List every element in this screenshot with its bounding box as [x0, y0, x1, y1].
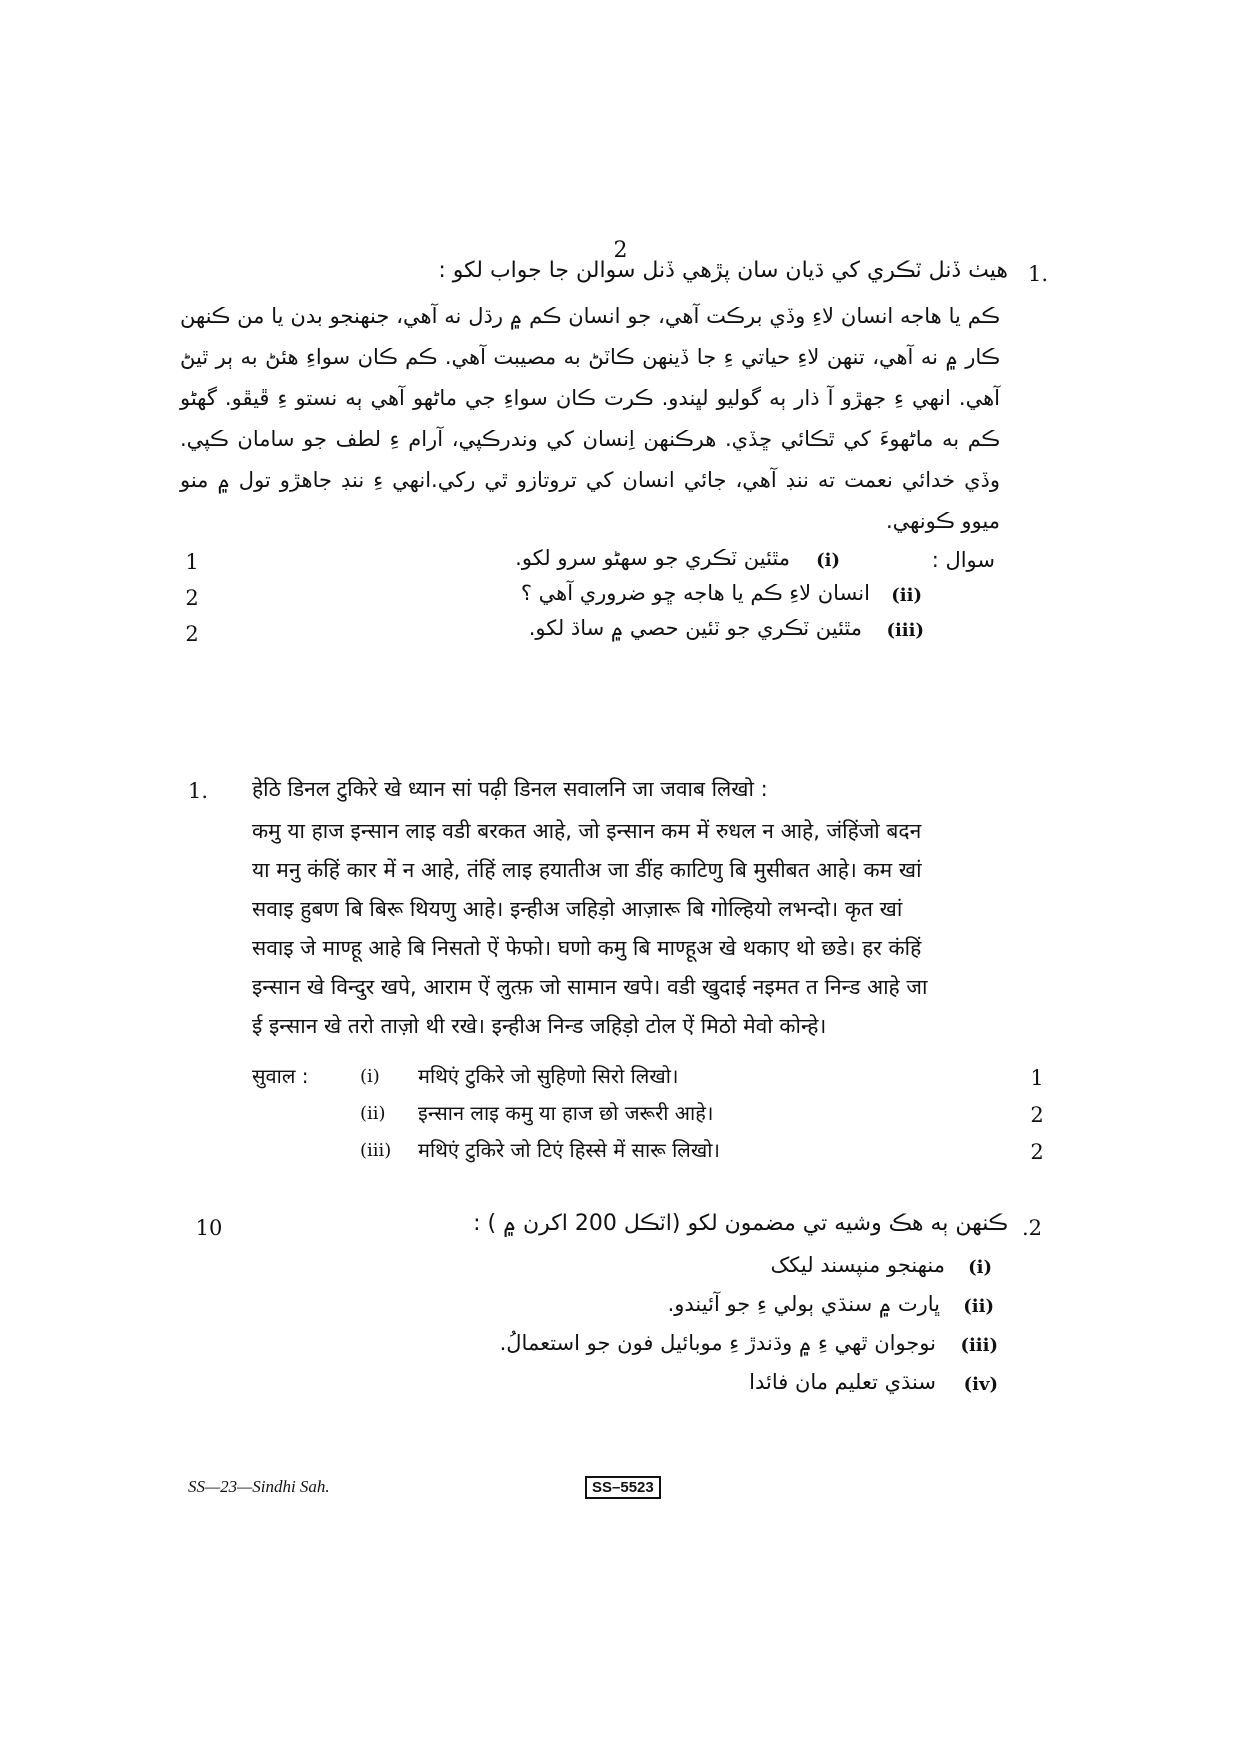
q1-devanagari-q2-num: (ii)	[360, 1103, 386, 1124]
q1-sindhi-q3-num: (iii)	[886, 620, 924, 641]
q1-devanagari-paragraph	[252, 812, 1042, 1046]
q1-sindhi-number: 1.	[1028, 262, 1049, 286]
q1-sindhi-q2-marks: 2	[185, 586, 199, 610]
page-number: 2	[613, 238, 628, 263]
q2-option-2-num: (ii)	[963, 1296, 994, 1317]
paragraph-line: या मनु कंहिं कार में न आहे, तंहिं लाइ हयातीअ जा डींह काटिणु बि मुसीबत आहे। कम खां	[252, 858, 922, 882]
q1-devanagari-heading: हेठि डिनल टुकिरे खे ध्यान सां पढ़ी डिनल सवालनि जा जवाब लिखो :	[252, 777, 768, 801]
paragraph-line: कमु या हाज इन्सान लाइ वडी बरकत आहे, जो इन्सान कम में रुधल न आहे, जंहिंजो बदन	[252, 819, 922, 843]
sawal-label: سوال :	[931, 548, 995, 572]
q2-sindhi-marks: 10	[195, 1216, 223, 1240]
q1-sindhi-q1-marks: 1	[185, 550, 199, 574]
q2-option-4-num: (iv)	[963, 1374, 998, 1395]
q1-sindhi-heading: هيٺ ڏنل ٽڪري کي ڌيان سان پڙهي ڏنل سوالن جا جواب لکو :	[438, 258, 1008, 283]
q1-devanagari-q1-num: (i)	[360, 1066, 380, 1087]
q1-devanagari-q1-marks: 1	[1030, 1066, 1044, 1090]
q2-option-1-text: منهنجو منپسند ليکک	[770, 1253, 945, 1277]
q1-devanagari-q3-text: मथिएं टुकिरे जो टिएं हिस्से में सारू लिखो।	[418, 1138, 720, 1162]
paragraph-line: सवाइ हुबण बि बिरू थियणु आहे। इन्हीअ जहिड़ो आज़ारू बि गोल्हियो लभन्दो। कृत खां	[252, 897, 903, 921]
q1-sindhi-q1-num: (i)	[816, 550, 840, 571]
paragraph-line: सवाइ जे माण्हू आहे बि निसतो ऐं फेफो। घणो कमु बि माण्हूअ खे थकाए थो छडे। हर कंहिं	[252, 936, 922, 960]
q1-sindhi-sawal-label	[840, 548, 995, 572]
q1-devanagari-q1-text: मथिएं टुकिरे जो सुहिणो सिरो लिखो।	[418, 1064, 679, 1088]
q1-sindhi-q2-num: (ii)	[891, 585, 922, 606]
q2-option-1-num: (i)	[968, 1257, 992, 1278]
q1-devanagari-q2-text: इन्सान लाइ कमु या हाज छो जरूरी आहे।	[418, 1101, 714, 1125]
q1-devanagari-number: 1.	[188, 779, 209, 803]
q2-option-2-text: ڀارت ۾ سنڌي ٻولي ءِ جو آئيندو.	[667, 1292, 940, 1316]
q2-sindhi-heading: ڪنهن ٻه هڪ وشيه تي مضمون لکو (اٽڪل 200 اکرن ۾ ) :	[473, 1211, 1008, 1236]
q1-sindhi-paragraph: ڪم يا هاجه انسان لاءِ وڏي برڪت آهي، جو انسان ڪم ۾ رڌل نه آهي، جنهنجو بدن يا من ڪنهن ڪار ۾ نه آهي، تنهن لاءِ حياتي ءِ جا ڏينهن ڪاٽڻ به مصيبت آهي. ڪم ڪان سواءِ هئڻ به ٻر ٿيڻ آهي. انهي ءِ جهڙو آ ذار ٻه گوليو لڀندو. ڪرت ڪان سواءِ جي ماڻهو آهي ٻه نستو ءِ ڦيڦو. گهڻو ڪم به ماڻهوءَ کي ٿڪائي ڇڏي. هرڪنهن اِنسان کي وندرڪپي، آرام ءِ لطف جو سامان ڪپي. وڏي خدائي نعمت ته ننڊ آهي، جائي انسان کي تروتازو ٿي رکي.انهي ءِ ننڊ جاهڙو تول ۾ منو ميوو ڪونهي.	[180, 304, 1000, 533]
q1-sindhi-q3-text: مٿئين ٽڪري جو ٽئين حصي ۾ ساڌ لکو.	[528, 616, 862, 640]
q2-sindhi-number: .2	[1022, 1216, 1043, 1240]
q1-sindhi-q3-marks: 2	[185, 622, 199, 646]
paragraph-line: इन्सान खे विन्दुर खपे, आराम ऐं लुत्फ़ जो सामान खपे। वडी खुदाई नइमत त निन्ड आहे जा	[252, 975, 928, 999]
paragraph-line: ई इन्सान खे तरो ताज़ो थी रखे। इन्हीअ निन्ड जहिड़ो टोल ऐं मिठो मेवो कोन्हे।	[252, 1014, 827, 1038]
q2-option-4-text: سنڌي تعليم مان فائدا	[749, 1370, 936, 1394]
q2-option-3-num: (iii)	[960, 1335, 998, 1356]
q1-sindhi-q1-text: مٿئين ٽڪري جو سهڻو سرو لکو.	[515, 546, 790, 570]
footer-paper-code: SS–5523	[585, 1476, 661, 1499]
q1-devanagari-q2-marks: 2	[1030, 1103, 1044, 1127]
q1-devanagari-sawal-label: सुवाल :	[252, 1064, 309, 1088]
footer-subject-code: SS—23—Sindhi Sah.	[188, 1477, 330, 1496]
q1-devanagari-q3-marks: 2	[1030, 1140, 1044, 1164]
q1-sindhi-q2-text: انسان لاءِ ڪم يا هاجه ڇو ضروري آهي ؟	[520, 581, 870, 605]
q2-option-3-text: نوجوان ٿهي ءِ ۾ وڌندڙ ءِ موبائيل فون جو استعمالُ.	[499, 1331, 936, 1355]
q1-devanagari-q3-num: (iii)	[360, 1140, 392, 1161]
